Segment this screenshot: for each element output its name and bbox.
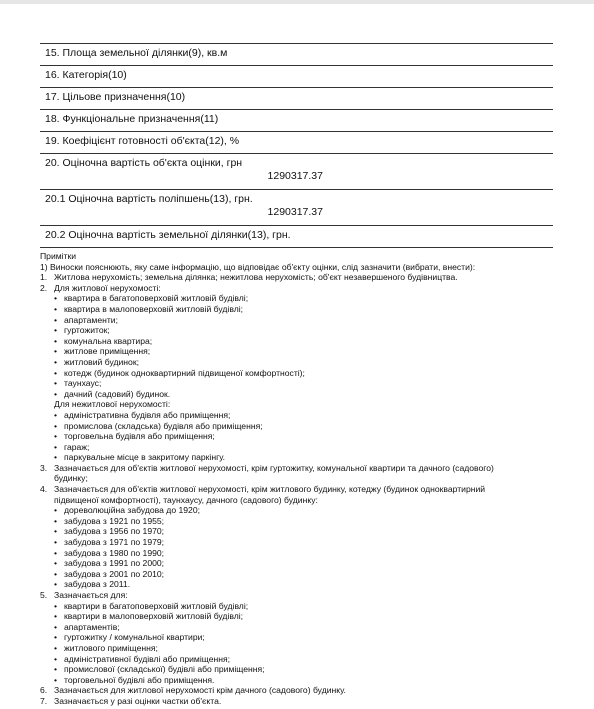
list-item: • гараж; [40, 442, 580, 453]
top-bar [0, 0, 594, 4]
note-4: 4. Зазначається для об'єктів житлової нерухомості, крім житлового будинку, котеджу (будинок одноквартирний [40, 484, 486, 495]
list-item: • дореволюційна забудова до 1920; [40, 505, 580, 516]
note-5: 5. Зазначається для: [40, 590, 128, 600]
list-item: • житлове приміщення; [40, 346, 580, 357]
row-label: 15. Площа земельної ділянки(9), кв.м [45, 47, 228, 59]
table-row [40, 87, 553, 109]
list-item: • забудова з 1921 по 1955; [40, 516, 580, 527]
table-row [40, 109, 553, 131]
list-item: • житловий будинок; [40, 357, 580, 368]
list-item: • промислова (складська) будівля або приміщення; [40, 421, 580, 432]
list-item: • адміністративної будівлі або приміщення; [40, 654, 580, 665]
note-7: 7. Зазначається у разі оцінки частки об'єкта. [40, 695, 222, 706]
list-item: • забудова з 1971 по 1979; [40, 537, 580, 548]
list-item: • апартаментів; [40, 622, 580, 633]
table-row [40, 65, 553, 87]
note-text: Житлова нерухомість; земельна ділянка; нежитлова нерухомість; об'єкт незавершеного будівництва. [54, 272, 458, 283]
nonresidential-title: Для нежитлової нерухомості: [54, 399, 171, 410]
row-label: 18. Функціональне призначення(11) [45, 113, 219, 125]
note-2: 2. Для житлової нерухомості: [40, 282, 161, 293]
list-item: • забудова з 1980 по 1990; [40, 548, 580, 559]
nonresidential-list [40, 410, 580, 463]
list-item: • дачний (садовий) будинок. [40, 389, 580, 400]
list-item: • комунальна квартира; [40, 336, 580, 347]
note-1: 1) Виноски пояснюють, яку саме інформацію, що відповідає об'єкту оцінки, слід зазначити (вибрати, внести): [40, 261, 476, 272]
row-label: 16. Категорія(10) [45, 69, 127, 81]
note-4-cont: підвищеної комфортності), таунхаусу, дачного (садового) будинку: [54, 494, 318, 505]
row-label: 19. Коефіцієнт готовності об'єкта(12), % [45, 135, 240, 147]
list-item: • житлового приміщення; [40, 643, 580, 654]
list-item: • промислової (складської) будівлі або приміщення; [40, 664, 580, 675]
list-item: • торговельної будівлі або приміщення. [40, 675, 580, 686]
note-text: Зазначається для житлової нерухомості крім дачного (садового) будинку. [54, 685, 346, 696]
row-value: 1290317.37 [267, 206, 323, 218]
row-label: 20.2 Оціночна вартість земельної ділянки(13), грн. [45, 229, 291, 241]
list-item: • квартири в багатоповерховій житловій будівлі; [40, 601, 580, 612]
note-1-item: 1. Житлова нерухомість; земельна ділянка; нежитлова нерухомість; об'єкт незавершеного будівництва. [40, 272, 458, 283]
notes-section [40, 251, 580, 707]
list-item: • квартири в малоповерховій житловій будівлі; [40, 611, 580, 622]
list-item: • квартира в малоповерховій житловій будівлі; [40, 304, 580, 315]
list-item: • забудова з 2001 по 2010; [40, 569, 580, 580]
note-text: Зазначається для об'єктів житлової нерухомості, крім гуртожитку, комунальної квартири та дачного (садового) [54, 462, 494, 473]
row-value: 1290317.37 [267, 170, 323, 182]
residential-list [40, 293, 580, 399]
note-text: Для житлової нерухомості: [54, 282, 161, 293]
list-item: • адміністративна будівля або приміщення; [40, 410, 580, 421]
table-row [40, 43, 553, 65]
table-row [40, 225, 553, 248]
list-item: • паркувальне місце в закритому паркінгу. [40, 452, 580, 463]
note-3: 3. Зазначається для об'єктів житлової нерухомості, крім гуртожитку, комунальної квартири та дачного (садового) [40, 462, 494, 473]
list-item: • апартаменти; [40, 315, 580, 326]
list-item: • забудова з 2011. [40, 579, 580, 590]
list-item: • гуртожитку / комунальної квартири; [40, 632, 580, 643]
table-row [40, 189, 553, 225]
note-3-cont: будинку; [54, 473, 88, 484]
for-list [40, 601, 580, 686]
table-row [40, 153, 553, 189]
valuation-table [40, 43, 553, 248]
table-row [40, 131, 553, 153]
note-text: Зазначається для: [54, 590, 128, 600]
note-text: Зазначається у разі оцінки частки об'єкта. [54, 695, 222, 706]
note-6: 6. Зазначається для житлової нерухомості крім дачного (садового) будинку. [40, 685, 346, 696]
periods-list [40, 505, 580, 590]
list-item: • забудова з 1956 по 1970; [40, 526, 580, 537]
list-item: • таунхаус; [40, 378, 580, 389]
row-label: 20. Оціночна вартість об'єкта оцінки, грн [45, 157, 243, 169]
note-text: Зазначається для об'єктів житлової нерухомості, крім житлового будинку, котеджу (будинок одноквартирний [54, 484, 486, 495]
list-item: • забудова з 1991 по 2000; [40, 558, 580, 569]
notes-title: Примітки [40, 251, 77, 261]
list-item: • гуртожиток; [40, 325, 580, 336]
list-item: • котедж (будинок одноквартирний підвищеної комфортності); [40, 368, 580, 379]
row-label: 20.1 Оціночна вартість поліпшень(13), грн. [45, 193, 253, 205]
list-item: • квартира в багатоповерховій житловій будівлі; [40, 293, 580, 304]
list-item: • торговельна будівля або приміщення; [40, 431, 580, 442]
row-label: 17. Цільове призначення(10) [45, 91, 186, 103]
